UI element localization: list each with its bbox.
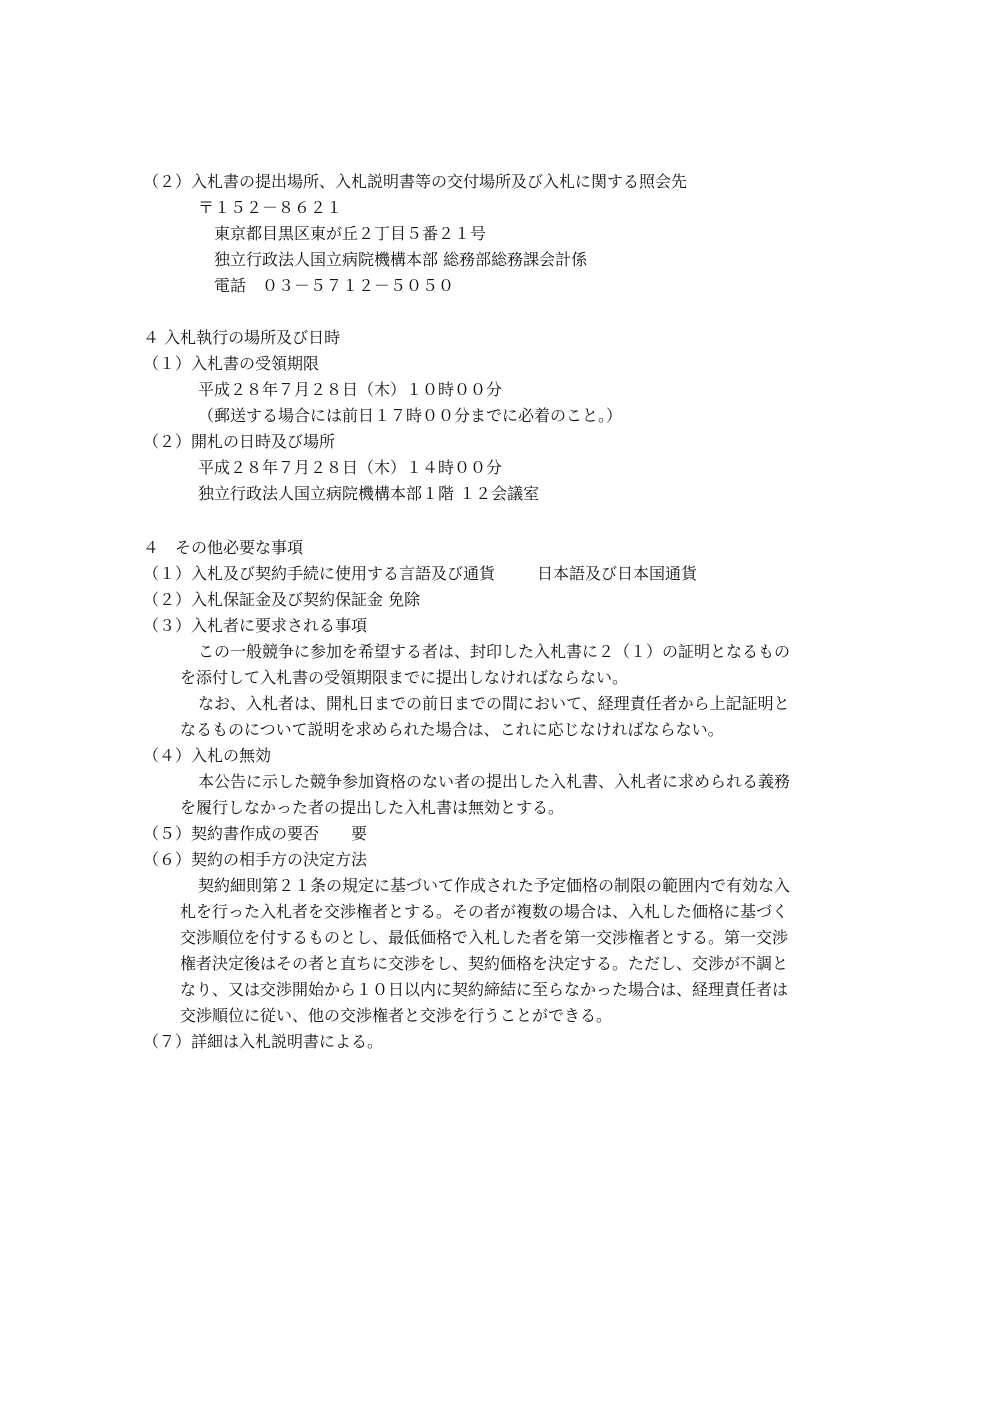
decision-method-line-5: なり、又は交渉開始から１０日以内に契約締結に至らなかった場合は、経理責任者は bbox=[180, 980, 789, 999]
section-heading-bidding: ４ 入札執行の場所及び日時 bbox=[143, 328, 341, 347]
language-currency-row bbox=[143, 564, 697, 584]
phone-number: 電話 ０３－５７１２－５０５０ bbox=[214, 276, 455, 295]
requirements-paragraph-1-line-2: を添付して入札書の受領期限までに提出しなければならない。 bbox=[180, 668, 629, 687]
opening-place: 独立行政法人国立病院機構本部１階 １２会議室 bbox=[198, 484, 540, 503]
invalid-line-1: 本公告に示した競争参加資格のない者の提出した入札書、入札者に求められる義務 bbox=[198, 772, 791, 791]
requirements-paragraph-1-line-1: この一般競争に参加を希望する者は、封印した入札書に２（１）の証明となるもの bbox=[198, 642, 791, 661]
opening-datetime: 平成２８年７月２８日（木）１４時００分 bbox=[198, 458, 503, 477]
contract-document-value: 要 bbox=[351, 824, 368, 843]
contract-document-label: （５）契約書作成の要否 bbox=[143, 824, 320, 843]
details-note: （７）詳細は入札説明書による。 bbox=[143, 1032, 384, 1051]
requirements-paragraph-2-line-1: なお、入札者は、開札日までの前日までの間において、経理責任者から上記証明と bbox=[198, 694, 790, 713]
section-heading-other: ４ その他必要な事項 bbox=[143, 538, 304, 557]
decision-method-line-3: 交渉順位を付するものとし、最低価格で入札した者を第一交渉権者とする。第一交渉 bbox=[180, 928, 789, 947]
address: 東京都目黒区東が丘２丁目５番２１号 bbox=[214, 224, 487, 243]
deposit-exemption: （２）入札保証金及び契約保証金 免除 bbox=[143, 590, 421, 609]
decision-method-line-6: 交渉順位に従い、他の交渉権者と交渉を行うことができる。 bbox=[180, 1006, 613, 1025]
requirements-paragraph-2-line-2: なるものについて説明を求められた場合は、これに応じなければならない。 bbox=[180, 720, 724, 739]
contract-document-row bbox=[143, 824, 367, 844]
item-heading-opening: （２）開札の日時及び場所 bbox=[143, 432, 336, 451]
item-heading-requirements: （３）入札者に要求される事項 bbox=[143, 616, 368, 635]
decision-method-line-2: 札を行った入札者を交渉権者とする。その者が複数の場合は、入札した価格に基づく bbox=[180, 902, 789, 921]
language-currency-label: （１）入札及び契約手続に使用する言語及び通貨 bbox=[143, 564, 496, 583]
item-heading-decision-method: （６）契約の相手方の決定方法 bbox=[143, 850, 368, 869]
contact-heading: （２）入札書の提出場所、入札説明書等の交付場所及び入札に関する照会先 bbox=[143, 172, 688, 191]
item-heading-invalid: （４）入札の無効 bbox=[143, 746, 272, 765]
invalid-line-2: を履行しなかった者の提出した入札書は無効とする。 bbox=[180, 798, 565, 817]
decision-method-line-4: 権者決定後はその者と直ちに交渉をし、契約価格を決定する。ただし、交渉が不調と bbox=[180, 954, 789, 973]
deadline-mail-note: （郵送する場合には前日１７時００分までに必着のこと。） bbox=[198, 406, 623, 425]
postal-code: 〒１５２－８６２１ bbox=[198, 198, 343, 217]
item-heading-deadline: （１）入札書の受領期限 bbox=[143, 354, 320, 373]
organization: 独立行政法人国立病院機構本部 総務部総務課会計係 bbox=[214, 250, 588, 269]
decision-method-line-1: 契約細則第２１条の規定に基づいて作成された予定価格の制限の範囲内で有効な入 bbox=[198, 876, 791, 895]
language-currency-value: 日本語及び日本国通貨 bbox=[537, 564, 698, 583]
deadline-datetime: 平成２８年７月２８日（木）１０時００分 bbox=[198, 380, 503, 399]
